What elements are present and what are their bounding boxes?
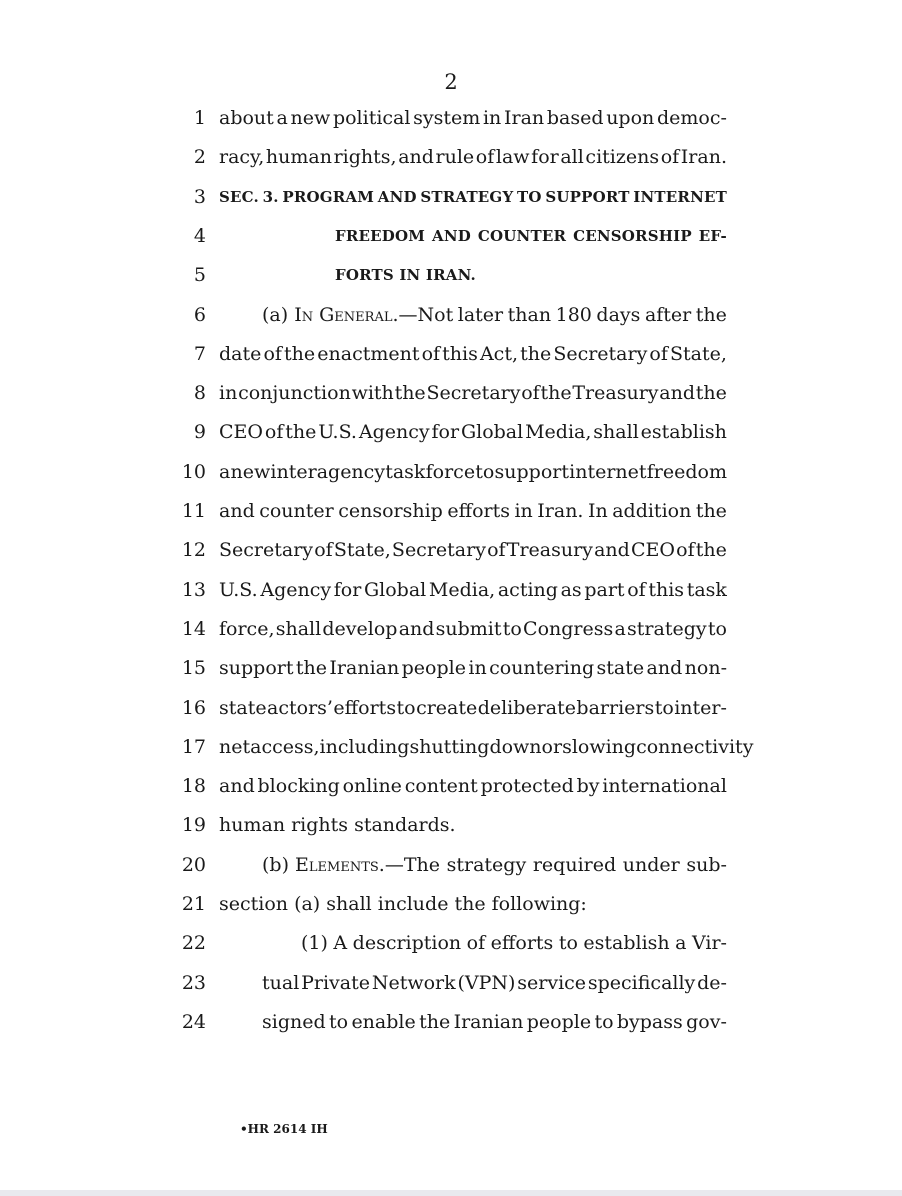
text-line xyxy=(0,416,902,448)
text-line xyxy=(0,849,902,881)
line-number: 4 xyxy=(193,224,206,247)
line-text: a new interagency task force to support internet freedom xyxy=(219,460,727,483)
line-text: and counter censorship efforts in Iran. In addition the xyxy=(219,500,727,522)
text-line xyxy=(0,731,902,763)
line-number: 18 xyxy=(181,775,206,798)
line-number: 13 xyxy=(181,578,206,601)
line-number: 3 xyxy=(193,185,206,208)
line-number: 16 xyxy=(181,696,206,719)
line-text: FREEDOM AND COUNTER CENSORSHIP EF- xyxy=(335,226,727,245)
subsection-heading: Elements xyxy=(295,853,379,876)
line-number: 7 xyxy=(193,342,206,365)
line-number: 17 xyxy=(181,735,206,758)
line-text: date of the enactment of this Act, the Secretary of State, xyxy=(219,342,727,365)
text-line xyxy=(0,927,902,959)
text-line xyxy=(0,1006,902,1038)
text-line xyxy=(0,574,902,606)
line-number: 14 xyxy=(181,617,206,640)
line-number: 11 xyxy=(181,500,206,522)
text-line xyxy=(0,692,902,724)
line-number: 24 xyxy=(181,1010,206,1033)
line-text: FORTS IN IRAN. xyxy=(335,266,476,285)
text-line xyxy=(0,338,902,370)
text-line xyxy=(0,613,902,645)
line-number: 22 xyxy=(181,932,206,955)
text-line xyxy=(0,141,902,173)
line-text: racy, human rights, and rule of law for all citizens of Iran. xyxy=(219,146,727,169)
text-line xyxy=(0,377,902,409)
line-text: in conjunction with the Secretary of the Treasury and the xyxy=(219,382,727,405)
line-text: support the Iranian people in countering state and non- xyxy=(219,657,727,680)
line-text: (1) A description of efforts to establish a Vir- xyxy=(301,932,727,955)
text-line xyxy=(0,299,902,331)
text-line xyxy=(0,652,902,684)
line-number: 21 xyxy=(181,893,206,915)
line-text: section (a) shall include the following: xyxy=(219,893,587,915)
text-line xyxy=(0,888,902,920)
line-number: 9 xyxy=(193,421,206,444)
text-line xyxy=(0,495,902,527)
text-line xyxy=(0,809,902,841)
page-number: 2 xyxy=(444,70,458,94)
text-line xyxy=(0,102,902,134)
line-number: 6 xyxy=(193,303,206,326)
line-number: 12 xyxy=(181,539,206,562)
line-text: about a new political system in Iran based upon democ- xyxy=(219,107,727,129)
bill-footer: •HR 2614 IH xyxy=(240,1122,328,1136)
text-line xyxy=(0,456,902,488)
line-number: 20 xyxy=(181,853,206,876)
text-line xyxy=(0,770,902,802)
line-number: 15 xyxy=(181,657,206,680)
line-number: 2 xyxy=(193,146,206,169)
line-text: tual Private Network (VPN) service specifically de- xyxy=(262,971,727,994)
line-text: SEC. 3. PROGRAM AND STRATEGY TO SUPPORT INTERNET xyxy=(219,187,727,206)
line-number: 10 xyxy=(181,460,206,483)
line-text: U.S. Agency for Global Media, acting as part of this task xyxy=(219,578,727,601)
text-line xyxy=(0,534,902,566)
line-text: (a) In General.—Not later than 180 days after the xyxy=(262,303,727,326)
line-number: 23 xyxy=(181,971,206,994)
line-number: 19 xyxy=(181,814,206,837)
line-text: force, shall develop and submit to Congress a strategy to xyxy=(219,617,727,640)
line-text: Secretary of State, Secretary of Treasury and CEO of the xyxy=(219,539,727,562)
bottom-bar xyxy=(0,1190,902,1196)
line-text: CEO of the U.S. Agency for Global Media, shall establish xyxy=(219,421,727,444)
line-text: net access, including shutting down or slowing connectivity xyxy=(219,735,754,758)
line-text: (b) Elements.—The strategy required under sub- xyxy=(262,853,727,876)
text-line xyxy=(0,967,902,999)
text-line xyxy=(0,181,902,213)
subsection-heading: In General xyxy=(294,303,393,326)
text-line xyxy=(0,220,902,252)
text-line xyxy=(0,259,902,291)
line-number: 5 xyxy=(193,264,206,287)
line-text: state actors’ efforts to create deliberate barriers to inter- xyxy=(219,696,727,719)
line-number: 1 xyxy=(193,107,206,129)
line-text: signed to enable the Iranian people to bypass gov- xyxy=(262,1010,727,1033)
line-number: 8 xyxy=(193,382,206,405)
line-text: and blocking online content protected by international xyxy=(219,775,727,798)
line-text: human rights standards. xyxy=(219,814,456,837)
